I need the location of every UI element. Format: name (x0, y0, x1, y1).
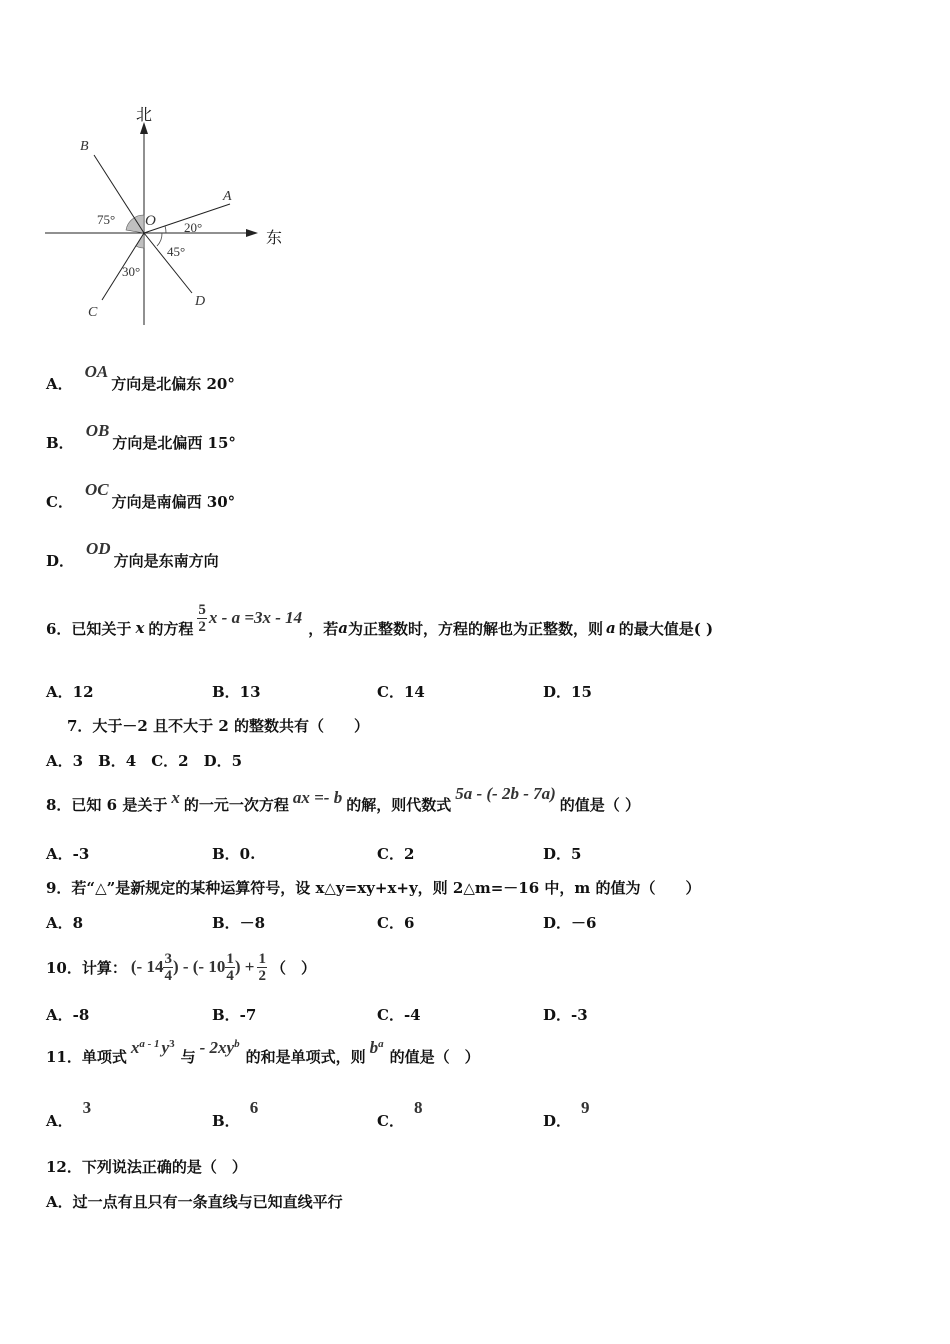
fraction-denominator: 2 (198, 618, 206, 635)
q9-option-d: D．－6 (543, 914, 597, 932)
q12-option-a: A．过一点有且只有一条直线与已知直线平行 (46, 1193, 343, 1211)
q11-monomial-2 (200, 1038, 240, 1058)
fraction-numerator: 5 (198, 601, 206, 618)
point-O-label: O (145, 213, 156, 229)
question-9: 9．若“△”是新规定的某种运算符号，设 x△y=xy+x+y，则 2△m=－16 中，m 的值为（ ） (46, 879, 701, 897)
q6-option-d: D．15 (543, 683, 592, 701)
q10-option-b: B．-7 (212, 1006, 257, 1024)
q11-mid: 与 (180, 1047, 196, 1066)
question-12: 12．下列说法正确的是（ ） (46, 1158, 247, 1176)
exponent: a (378, 1038, 384, 1050)
q6-var-x: x (135, 619, 145, 637)
q9-option-b: B．－8 (212, 914, 266, 932)
option-letter: B． (212, 1112, 240, 1130)
angle-75-shade (126, 215, 144, 233)
q6-option-b: B．13 (212, 683, 261, 701)
q11-monomial-1 (131, 1038, 175, 1058)
question-8 (46, 786, 640, 822)
q11-option-a (46, 1098, 92, 1131)
q10-suffix: （ ） (270, 958, 316, 977)
angle-75-label: 75° (97, 212, 116, 227)
option-text: 方向是东南方向 (113, 552, 219, 570)
q11-option-d (543, 1098, 590, 1131)
q11-option-c (377, 1098, 423, 1131)
point-D-label: D (195, 294, 206, 309)
q10-prefix: 10．计算： (46, 958, 127, 977)
option-value: 9 (581, 1098, 590, 1117)
q6-equation: x - a =3x - 14 (208, 608, 303, 627)
q8-suffix: 的值是（ ） (559, 795, 641, 814)
base: - 2xy (199, 1038, 235, 1057)
q9-option-c: C．6 (377, 914, 415, 932)
option-text: 方向是北偏西 15° (112, 434, 236, 452)
option-letter: C． (46, 493, 73, 511)
fraction-denominator: 4 (226, 967, 234, 984)
q11-option-b (212, 1098, 259, 1131)
angle-45-label: 45° (167, 244, 186, 259)
q5-option-d (46, 539, 219, 571)
q11-suffix: 的值是（ ） (389, 1047, 480, 1066)
q5-option-a (46, 362, 235, 394)
q10-option-d: D．-3 (543, 1006, 588, 1024)
q10-term-2: ) - (- 10 (172, 957, 226, 976)
base-y: y (161, 1038, 170, 1057)
q10-fraction-3 (257, 951, 267, 984)
q8-expression: 5a - (- 2b - 7a) (455, 784, 556, 803)
q10-fraction-1 (163, 951, 173, 984)
fraction-denominator: 2 (258, 967, 266, 984)
option-letter: D． (46, 552, 75, 570)
q5-option-b (46, 421, 236, 453)
q6-condition-2: 为正整数时，方程的解也为正整数，则 (347, 619, 603, 638)
question-10 (46, 945, 316, 989)
q6-var-a: a (338, 619, 348, 637)
east-arrow (246, 229, 258, 237)
q11-prefix: 11．单项式 (46, 1047, 127, 1066)
question-6 (46, 598, 713, 658)
option-letter: D． (543, 1112, 572, 1130)
q8-option-a: A．-3 (46, 845, 90, 863)
fraction-denominator: 4 (164, 967, 172, 984)
q8-equation: ax =- b (292, 788, 343, 807)
q6-fraction (197, 602, 207, 635)
math-OC: OC (84, 480, 109, 499)
q8-option-b: B．0. (212, 845, 256, 863)
direction-figure (40, 100, 300, 330)
base: x (130, 1038, 140, 1057)
q11-power (370, 1038, 384, 1058)
east-label: 东 (266, 230, 283, 247)
q8-var-x: x (171, 788, 180, 807)
q6-mid: 的方程 (148, 619, 194, 638)
fraction-numerator: 3 (164, 950, 172, 967)
option-letter: B． (46, 434, 74, 452)
angle-45-arc (157, 233, 162, 246)
q8-mid-2: 的解，则代数式 (346, 795, 452, 814)
fraction-numerator: 1 (258, 950, 266, 967)
fraction-numerator: 1 (226, 950, 234, 967)
option-letter: A． (46, 375, 73, 393)
q8-prefix: 8．已知 6 是关于 (46, 795, 168, 814)
exponent: a - 1 (139, 1038, 160, 1050)
q6-option-a: A．12 (46, 683, 94, 701)
point-B-label: B (80, 139, 89, 154)
base: b (369, 1038, 379, 1057)
q6-condition-1: ，若 (308, 619, 339, 638)
q7-options: A．3 B．4 C．2 D．5 (46, 752, 243, 770)
q8-option-d: D．5 (543, 845, 582, 863)
option-value: 6 (249, 1098, 259, 1117)
exponent-y: 3 (169, 1038, 175, 1050)
q11-mid-2: 的和是单项式，则 (245, 1047, 366, 1066)
option-value: 3 (82, 1098, 92, 1117)
angle-20-label: 20° (184, 220, 203, 235)
q6-prefix: 6．已知关于 (46, 619, 132, 638)
q6-var-a-2: a (605, 619, 616, 637)
q10-option-c: C．-4 (377, 1006, 421, 1024)
angle-30-label: 30° (122, 264, 141, 279)
point-C-label: C (88, 305, 98, 320)
q10-fraction-2 (225, 951, 235, 984)
option-letter: A． (46, 1112, 73, 1130)
ray-OD (144, 233, 192, 293)
q6-option-c: C．14 (377, 683, 425, 701)
option-text: 方向是南偏西 30° (111, 493, 236, 511)
option-letter: C． (377, 1112, 404, 1130)
question-11 (46, 1036, 480, 1076)
q10-option-a: A．-8 (46, 1006, 90, 1024)
q5-option-c (46, 480, 236, 512)
math-OA: OA (84, 362, 109, 381)
point-A-label: A (223, 189, 232, 204)
math-OB: OB (85, 421, 110, 440)
angle-20-arc (165, 226, 166, 233)
question-7: 7．大于－2 且不大于 2 的整数共有（ ） (67, 717, 369, 735)
option-value: 8 (413, 1098, 423, 1117)
q9-option-a: A．8 (46, 914, 84, 932)
north-label: 北 (136, 107, 153, 124)
option-text: 方向是北偏东 20° (111, 375, 235, 393)
q8-mid: 的一元一次方程 (183, 795, 289, 814)
q10-term-3: ) + (234, 957, 255, 976)
exponent: b (234, 1038, 240, 1050)
q10-term-1: (- 14 (130, 957, 164, 976)
q6-condition-3: 的最大值是( ) (618, 619, 714, 638)
q8-option-c: C．2 (377, 845, 415, 863)
math-OD: OD (86, 539, 111, 558)
